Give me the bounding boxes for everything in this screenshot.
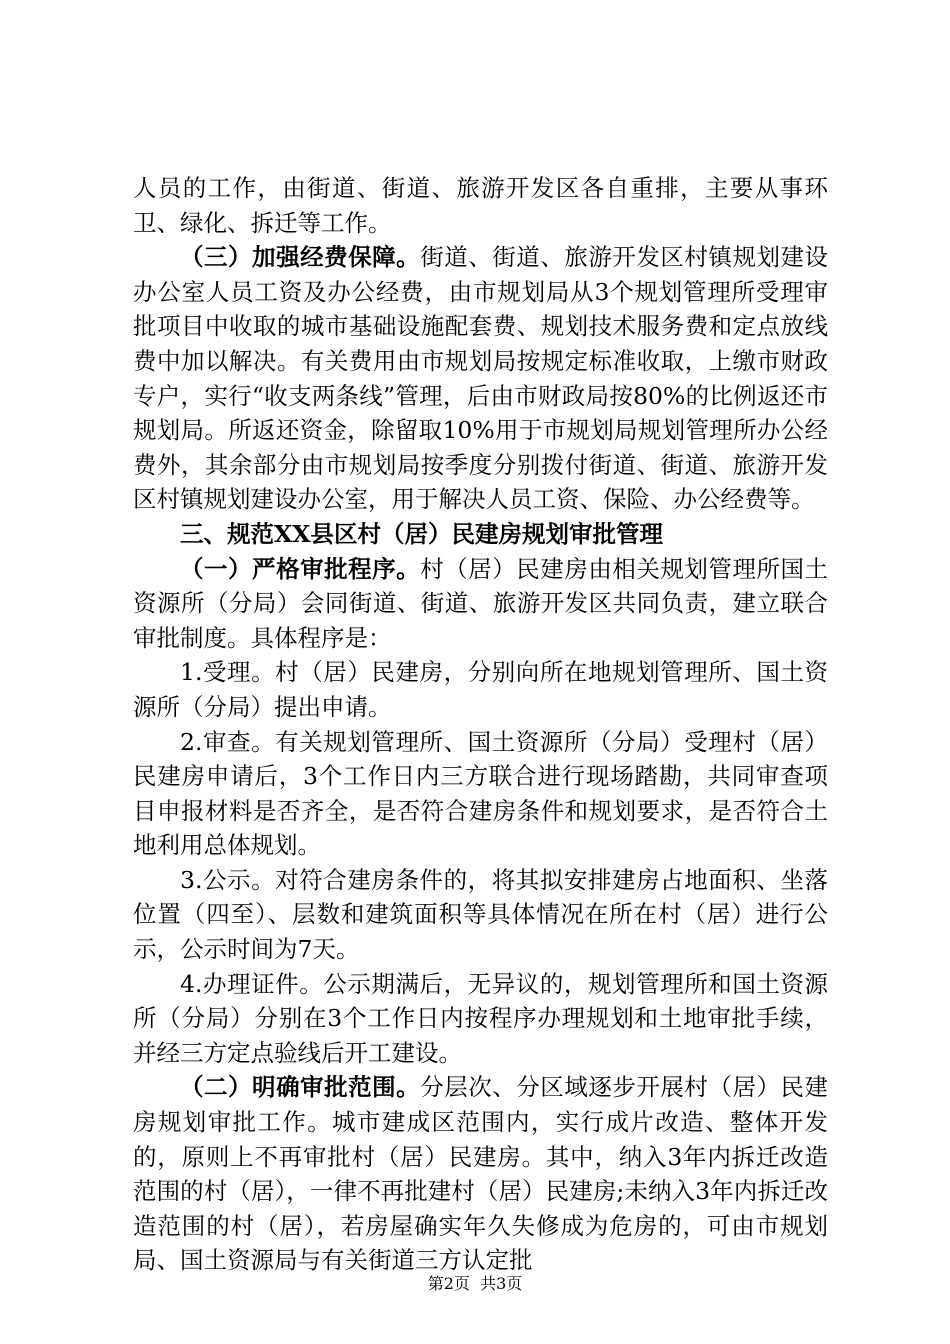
paragraph-text: 1.受理。村（居）民建房，分别向所在地规划管理所、国土资源所（分局）提出申请。 <box>133 658 828 721</box>
paragraph-text: 分层次、分区域逐步开展村（居）民建房规划审批工作。城市建成区范围内，实行成片改造、整体开发的，原则上不再审批村（居）民建房。其中，纳入3年内拆迁改造范围的村（居），一律不再批建村（居）民建房;未纳入3年内拆迁改造范围的村（居），若房屋确实年久失修成为危房的，可由市规划局、国土资源局与有关街道三方认定批 <box>133 1073 829 1275</box>
paragraph-text: 3.公示。对符合建房条件的，将其拟安排建房占地面积、坐落位置（四至）、层数和建筑面积等具体情况在所在村（居）进行公示，公示时间为7天。 <box>133 865 828 964</box>
paragraph-procedure <box>133 552 828 656</box>
paragraph-step-4 <box>133 967 828 1071</box>
paragraph-step-1 <box>133 655 828 724</box>
paragraph-step-3 <box>133 863 828 967</box>
paragraph-heading: （一）严格审批程序。 <box>180 554 421 583</box>
page-footer: 第2页 共3页 <box>427 1274 523 1293</box>
paragraph-funding <box>133 240 828 517</box>
paragraph-step-2 <box>133 725 828 863</box>
paragraph-heading: （三）加强经费保障。 <box>180 243 421 272</box>
document-body <box>133 171 828 1278</box>
paragraph-text: 2.审查。有关规划管理所、国土资源所（分局）受理村（居）民建房申请后，3个工作日内三方联合进行现场踏勘，共同审查项目申报材料是否齐全，是否符合建房条件和规划要求，是否符合土地利用总体规划。 <box>133 727 828 860</box>
paragraph-text: 4.办理证件。公示期满后，无异议的，规划管理所和国土资源所（分局）分别在3个工作日内按程序办理规划和土地审批手续，并经三方定点验线后开工建设。 <box>133 969 828 1067</box>
paragraph-continued <box>133 171 828 240</box>
paragraph-scope <box>133 1070 828 1278</box>
paragraph-text: 村（居）民建房由相关规划管理所国土资源所（分局）会同街道、街道、旅游开发区共同负责，建立联合审批制度。具体程序是： <box>133 554 829 652</box>
section-heading: 三、规范XX县区村（居）民建房规划审批管理 <box>180 519 663 548</box>
paragraph-heading: （二）明确审批范围。 <box>180 1073 421 1102</box>
paragraph-text: 人员的工作，由街道、街道、旅游开发区各自重排，主要从事环卫、绿化、拆迁等工作。 <box>133 174 828 237</box>
paragraph-text: 街道、街道、旅游开发区村镇规划建设办公室人员工资及办公经费，由市规划局从3个规划管理所受理审批项目中收取的城市基础设施配套费、规划技术服务费和定点放线费中加以解决。有关费用由市规划局按规定标准收取，上缴市财政专户，实行“收支两条线”管理，后由市财政局按80%的比例返还市规划局。所返还资金，除留取10%用于市规划局规划管理所办公经费外，其余部分由市规划局按季度分别拨付街道、街道、旅游开发区村镇规划建设办公室，用于解决人员工资、保险、办公经费等。 <box>133 243 829 514</box>
